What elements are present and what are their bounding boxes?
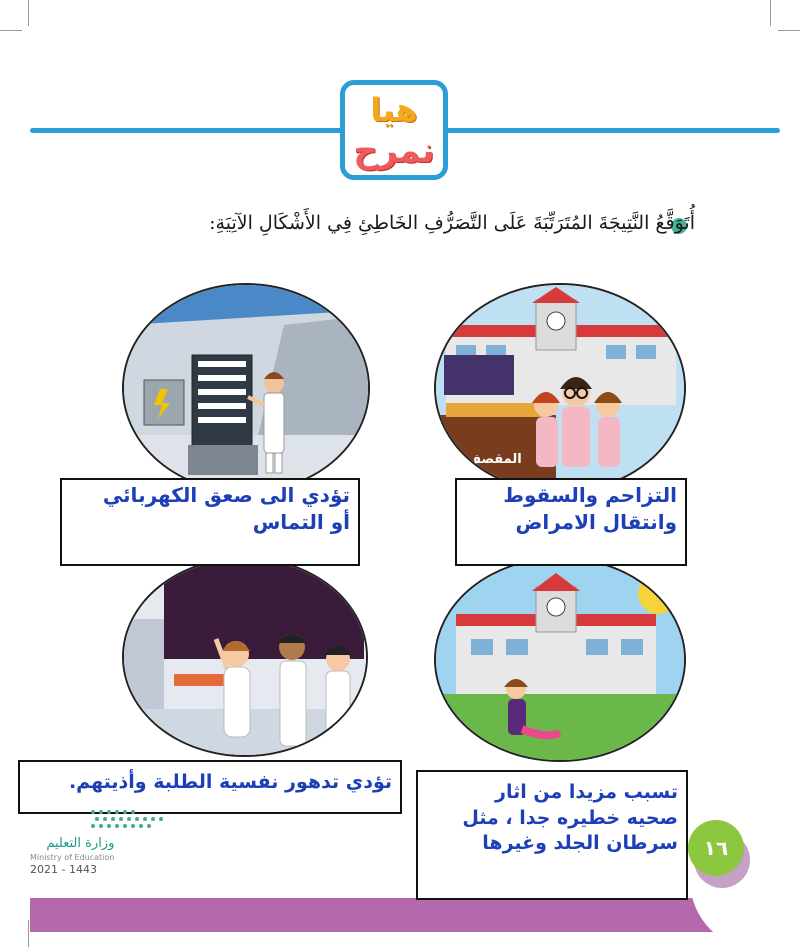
- lets-play-badge: [340, 80, 448, 180]
- ministry-block: [30, 836, 114, 876]
- ministry-logo-icon: [88, 806, 178, 832]
- badge-line-2: نمرح: [353, 131, 435, 171]
- canteen-label: المقصف: [466, 452, 522, 467]
- answer-sun-line-1: تسبب مزيدا من اثار: [495, 781, 678, 803]
- answer-crowding: [455, 478, 687, 566]
- instruction-text: أُتَوَقَّعُ النَّتِيجَةَ المُتَرَتِّبَةَ عَلَى التَّصَرُّفِ الخَاطِئِ فِي الأَشْكَالِ الآتِيَةِ:: [209, 212, 695, 234]
- sun-illustration: [436, 559, 686, 762]
- scene-canteen-crowding: [434, 283, 686, 493]
- ministry-name-en: Ministry of Education: [30, 853, 115, 862]
- edition-year: 2021 - 1443: [30, 863, 97, 876]
- scene-electric-panel: [122, 283, 370, 493]
- crop-mark: [770, 0, 771, 26]
- answer-electric-line-1: تؤدي الى صعق الكهربائي: [102, 483, 350, 507]
- answer-electric-line-2: أو التماس: [252, 510, 350, 534]
- answer-sun: [416, 770, 688, 900]
- electric-panel-illustration: [124, 285, 370, 493]
- answer-crowding-line-1: التزاحم والسقوط: [503, 483, 677, 507]
- answer-bullying: [18, 760, 402, 814]
- ministry-name-ar: وزارة التعليم: [46, 836, 115, 851]
- footer-bar: [30, 898, 800, 932]
- crop-mark: [0, 30, 22, 31]
- scene-sun-exposure: [434, 557, 686, 762]
- badge-line-1: هيا: [370, 91, 418, 129]
- answer-sun-line-3: سرطان الجلد وغيرها: [482, 832, 678, 855]
- answer-bullying-line-1: تؤدي تدهور نفسية الطلبة وأذيتهم.: [68, 771, 392, 793]
- crop-mark: [28, 920, 29, 947]
- page-number-tail: [706, 862, 730, 878]
- answer-electric: [60, 478, 360, 566]
- classroom-illustration: [124, 559, 368, 757]
- answer-sun-line-2: صحيه خطيره جدا ، مثل: [462, 806, 678, 829]
- answer-crowding-line-2: وانتقال الامراض: [515, 510, 677, 534]
- footer-curve: [690, 880, 800, 950]
- crop-mark: [28, 0, 29, 26]
- scene-bullying-classroom: [122, 557, 368, 757]
- canteen-illustration: [436, 285, 686, 493]
- crop-mark: [778, 30, 800, 31]
- page-number: ١٦: [688, 820, 744, 876]
